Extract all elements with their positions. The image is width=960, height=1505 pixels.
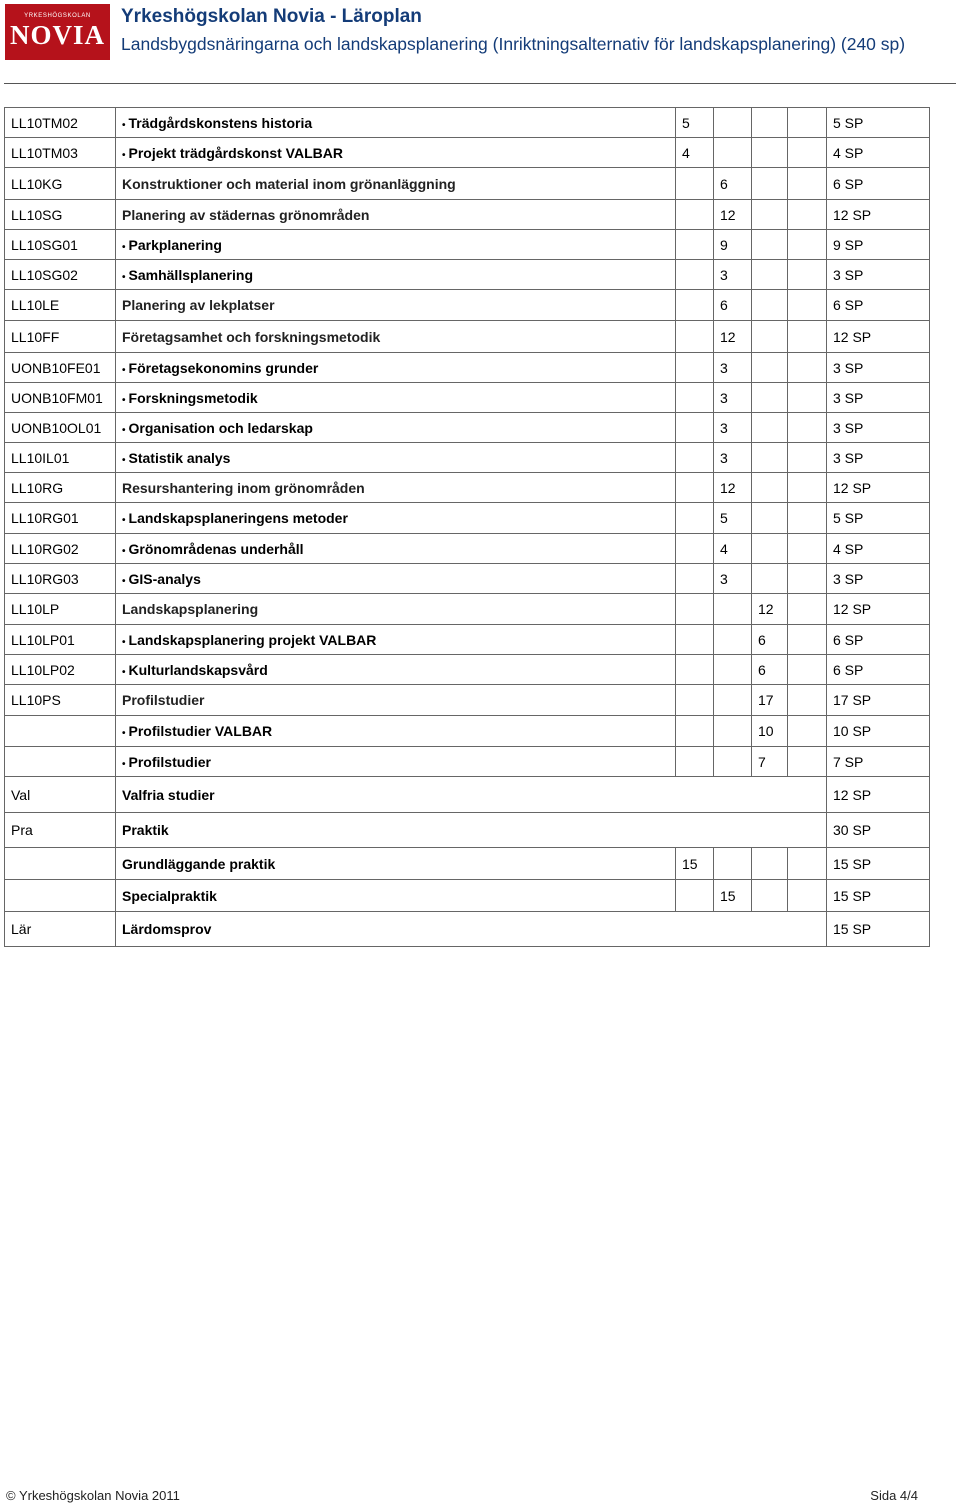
table-row [5,534,930,564]
bullet-icon: • [122,666,126,678]
section-name: Lärdomsprov [116,912,827,947]
table-row [5,443,930,473]
course-code [5,747,116,777]
credits-total: 6 SP [827,168,930,200]
course-name-text: Profilstudier VALBAR [128,723,273,739]
course-name-text: Profilstudier [128,753,211,770]
table-row [5,383,930,413]
module-name: Grundläggande praktik [116,848,676,880]
course-name-text: Organisation och ledarskap [128,419,313,436]
course-code [5,716,116,747]
bullet-icon: • [122,728,126,739]
bullet-icon: • [122,636,126,648]
course-name [116,230,676,260]
credits-year-4 [788,564,827,594]
credits-year-3 [752,848,788,880]
credits-total: 6 SP [827,290,930,321]
table-row [5,564,930,594]
module-name: Specialpraktik [116,880,676,912]
credits-year-3 [752,138,788,168]
credits-year-4 [788,848,827,880]
credits-year-4 [788,413,827,443]
credits-year-1 [676,321,714,353]
section-name: Valfria studier [116,777,827,813]
table-row [5,290,930,321]
course-code: LL10LP02 [5,655,116,685]
course-code: LL10RG01 [5,503,116,534]
table-row [5,655,930,685]
course-name [116,138,676,168]
course-name-text: Statistik analys [128,449,231,466]
credits-year-1 [676,564,714,594]
credits-total: 12 SP [827,200,930,230]
table-row [5,138,930,168]
module-name: Planering av städernas grönområden [116,200,676,230]
bullet-icon: • [122,241,126,253]
course-code: LL10SG [5,200,116,230]
credits-year-4 [788,168,827,200]
credits-year-1 [676,260,714,290]
credits-year-1: 5 [676,108,714,138]
course-name [116,564,676,594]
course-code: UONB10FE01 [5,353,116,383]
credits-year-4 [788,655,827,685]
credits-year-2: 3 [714,260,752,290]
credits-year-1 [676,200,714,230]
course-name-text: Grönområdenas underhåll [128,540,304,557]
credits-year-1 [676,625,714,655]
course-code: LL10SG02 [5,260,116,290]
bullet-icon: • [122,575,126,587]
table-row [5,912,930,947]
bullet-icon: • [122,119,126,131]
credits-year-1 [676,534,714,564]
credits-total: 12 SP [827,321,930,353]
credits-year-4 [788,230,827,260]
credits-year-3: 7 [752,747,788,777]
course-code: LL10LP01 [5,625,116,655]
course-name [116,413,676,443]
credits-year-3: 6 [752,625,788,655]
footer-page-number: Sida 4/4 [870,1488,918,1503]
credits-total: 4 SP [827,138,930,168]
credits-year-1: 4 [676,138,714,168]
credits-year-2: 12 [714,200,752,230]
credits-year-3: 12 [752,594,788,625]
table-row [5,108,930,138]
credits-year-3 [752,260,788,290]
credits-total: 30 SP [827,813,930,848]
credits-total: 10 SP [827,716,930,747]
credits-year-2: 5 [714,503,752,534]
bullet-icon: • [122,364,126,376]
credits-total: 5 SP [827,503,930,534]
table-row [5,168,930,200]
course-code: UONB10FM01 [5,383,116,413]
credits-year-4 [788,290,827,321]
credits-year-2: 6 [714,168,752,200]
course-name [116,260,676,290]
course-code: LL10RG02 [5,534,116,564]
course-name-text: GIS-analys [128,570,201,587]
course-code: Val [5,777,116,813]
credits-year-1 [676,880,714,912]
bullet-icon: • [122,394,126,406]
table-row [5,260,930,290]
course-code: LL10TM03 [5,138,116,168]
logo-big-text: NOVIA [9,20,105,50]
credits-year-2 [714,685,752,716]
module-name: Företagsamhet och forskningsmetodik [116,321,676,353]
section-name: Praktik [116,813,827,848]
credits-year-3 [752,534,788,564]
credits-total: 9 SP [827,230,930,260]
course-code [5,848,116,880]
credits-year-3 [752,880,788,912]
credits-year-2 [714,138,752,168]
table-row [5,685,930,716]
credits-year-3 [752,290,788,321]
module-name: Resurshantering inom grönområden [116,473,676,503]
credits-total: 6 SP [827,625,930,655]
table-row [5,413,930,443]
table-row [5,230,930,260]
credits-year-2: 3 [714,443,752,473]
course-name-text: Parkplanering [128,236,222,253]
table-row [5,321,930,353]
bullet-icon: • [122,515,126,526]
footer-copyright: © Yrkeshögskolan Novia 2011 [6,1488,180,1503]
credits-total: 12 SP [827,777,930,813]
credits-year-4 [788,880,827,912]
course-code: Pra [5,813,116,848]
course-name [116,625,676,655]
course-code: LL10SG01 [5,230,116,260]
table-row [5,813,930,848]
course-code: Lär [5,912,116,947]
credits-year-1 [676,353,714,383]
logo-small-text: YRKESHÖGSKOLAN [24,13,91,19]
course-name [116,353,676,383]
credits-year-4 [788,716,827,747]
bullet-icon: • [122,271,126,283]
novia-logo [5,4,110,60]
course-name [116,503,676,534]
course-code: UONB10OL01 [5,413,116,443]
credits-year-3 [752,473,788,503]
course-name-text: Trädgårdskonstens historia [128,114,313,131]
credits-year-3 [752,564,788,594]
module-name: Planering av lekplatser [116,290,676,321]
credits-year-2 [714,625,752,655]
credits-year-4 [788,685,827,716]
credits-year-1 [676,716,714,747]
credits-year-4 [788,443,827,473]
course-name [116,534,676,564]
table-row [5,200,930,230]
credits-year-2: 4 [714,534,752,564]
credits-year-1 [676,655,714,685]
credits-year-1 [676,413,714,443]
credits-year-3 [752,383,788,413]
course-name-text: Landskapsplanering projekt VALBAR [128,631,377,648]
credits-year-3 [752,168,788,200]
credits-total: 6 SP [827,655,930,685]
table-row [5,747,930,777]
credits-year-2: 12 [714,321,752,353]
course-name-text: Forskningsmetodik [128,389,258,406]
credits-year-3 [752,321,788,353]
table-row [5,594,930,625]
credits-year-4 [788,594,827,625]
credits-year-2 [714,848,752,880]
credits-year-3 [752,503,788,534]
credits-year-3: 17 [752,685,788,716]
credits-total: 15 SP [827,880,930,912]
credits-year-4 [788,534,827,564]
header-divider [4,83,956,84]
credits-year-1 [676,685,714,716]
credits-total: 3 SP [827,260,930,290]
credits-year-3: 6 [752,655,788,685]
course-code: LL10IL01 [5,443,116,473]
credits-year-2 [714,655,752,685]
credits-year-2: 9 [714,230,752,260]
course-name-text: Landskapsplaneringens metoder [128,510,348,526]
credits-total: 15 SP [827,912,930,947]
credits-year-2: 15 [714,880,752,912]
credits-year-2: 3 [714,353,752,383]
course-code: LL10TM02 [5,108,116,138]
credits-total: 3 SP [827,383,930,413]
course-name-text: Företagsekonomins grunder [128,359,319,376]
credits-year-3 [752,443,788,473]
credits-year-1 [676,168,714,200]
course-name [116,108,676,138]
credits-total: 4 SP [827,534,930,564]
bullet-icon: • [122,149,126,161]
credits-year-1 [676,503,714,534]
course-code: LL10LE [5,290,116,321]
credits-total: 7 SP [827,747,930,777]
bullet-icon: • [122,545,126,557]
table-row [5,880,930,912]
credits-year-2 [714,716,752,747]
credits-year-4 [788,503,827,534]
table-row [5,473,930,503]
credits-year-2 [714,747,752,777]
course-name [116,443,676,473]
credits-total: 15 SP [827,848,930,880]
credits-total: 3 SP [827,443,930,473]
table-row [5,625,930,655]
table-row [5,503,930,534]
credits-total: 3 SP [827,353,930,383]
credits-year-2: 12 [714,473,752,503]
credits-year-3 [752,108,788,138]
credits-year-4 [788,260,827,290]
credits-year-4 [788,138,827,168]
credits-year-2: 3 [714,383,752,413]
credits-year-2: 3 [714,413,752,443]
credits-year-3 [752,230,788,260]
credits-year-2 [714,594,752,625]
course-code [5,880,116,912]
course-code: LL10PS [5,685,116,716]
course-code: LL10FF [5,321,116,353]
module-name: Landskapsplanering [116,594,676,625]
course-name [116,716,676,747]
bullet-icon: • [122,454,126,466]
credits-year-3 [752,200,788,230]
credits-year-2: 3 [714,564,752,594]
credits-total: 17 SP [827,685,930,716]
credits-year-4 [788,625,827,655]
page-title: Yrkeshögskolan Novia - Läroplan [121,6,422,27]
table-row [5,777,930,813]
course-code: LL10LP [5,594,116,625]
credits-year-4 [788,383,827,413]
credits-year-4 [788,353,827,383]
bullet-icon: • [122,424,126,436]
credits-total: 5 SP [827,108,930,138]
credits-year-1: 15 [676,848,714,880]
credits-total: 12 SP [827,594,930,625]
credits-year-4 [788,747,827,777]
course-code: LL10KG [5,168,116,200]
credits-year-4 [788,200,827,230]
credits-year-4 [788,473,827,503]
bullet-icon: • [122,758,126,770]
credits-year-1 [676,747,714,777]
table-row [5,716,930,747]
course-name [116,747,676,777]
credits-year-1 [676,473,714,503]
module-name: Profilstudier [116,685,676,716]
table-row [5,848,930,880]
module-name: Konstruktioner och material inom grönanläggning [116,168,676,200]
course-name [116,383,676,413]
credits-year-1 [676,383,714,413]
page-subtitle: Landsbygdsnäringarna och landskapsplanering (Inriktningsalternativ för landskapsplanering) (240 sp) [121,34,906,54]
credits-year-3 [752,353,788,383]
credits-year-4 [788,321,827,353]
course-name [116,655,676,685]
credits-year-1 [676,230,714,260]
course-code: LL10RG03 [5,564,116,594]
credits-total: 12 SP [827,473,930,503]
credits-year-1 [676,443,714,473]
course-name-text: Samhällsplanering [128,266,253,283]
credits-year-4 [788,108,827,138]
credits-year-2: 6 [714,290,752,321]
credits-total: 3 SP [827,413,930,443]
table-row [5,353,930,383]
credits-year-1 [676,290,714,321]
course-code: LL10RG [5,473,116,503]
credits-total: 3 SP [827,564,930,594]
curriculum-table [4,107,930,947]
course-name-text: Kulturlandskapsvård [128,661,268,678]
credits-year-2 [714,108,752,138]
credits-year-3 [752,413,788,443]
credits-year-3: 10 [752,716,788,747]
credits-year-1 [676,594,714,625]
course-name-text: Projekt trädgårdskonst VALBAR [128,144,343,161]
